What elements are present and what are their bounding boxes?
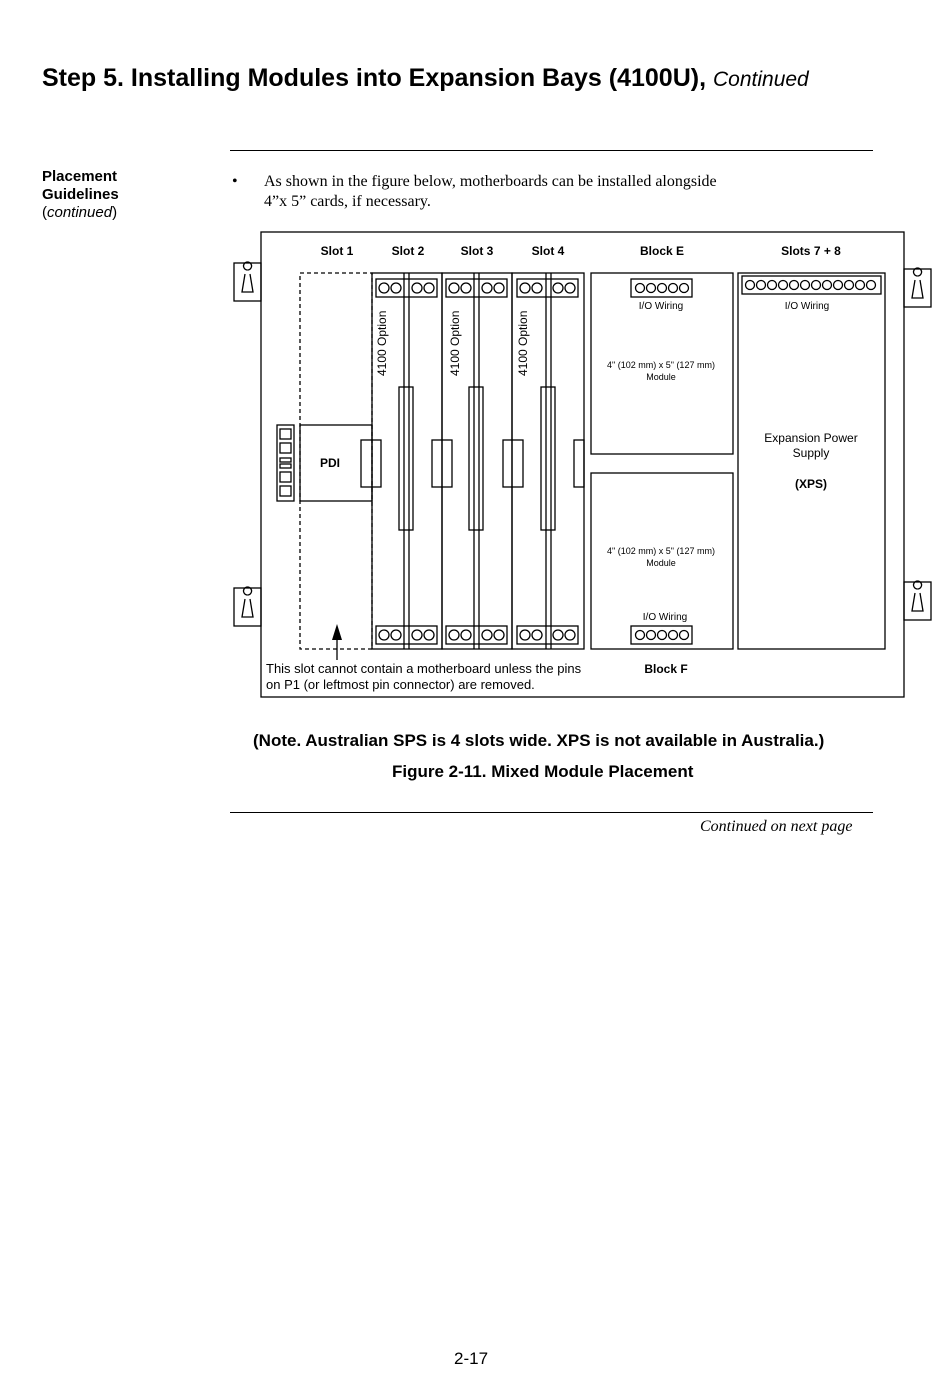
option-label-slot2: 4100 Option — [375, 310, 389, 376]
pdi-label: PDI — [319, 456, 341, 470]
side-subtitle: continued — [47, 204, 113, 221]
pdi-plug — [361, 440, 381, 487]
heading-continued: Continued — [712, 68, 809, 91]
module-word-top: Module — [646, 372, 676, 382]
side-title-1: Placement — [42, 168, 118, 185]
page-number: 2-17 — [454, 1349, 489, 1368]
side-label: Placement Guidelines (continued) — [42, 168, 119, 221]
xps-line1: Expansion Power — [764, 431, 858, 445]
label-slot1: Slot 1 — [320, 244, 354, 258]
label-slots-7-8: Slots 7 + 8 — [781, 244, 841, 258]
option-label-slot3: 4100 Option — [448, 310, 462, 376]
label-block-e: Block E — [639, 244, 685, 258]
module-word-bottom: Module — [646, 558, 676, 568]
label-block-f: Block F — [644, 662, 688, 676]
block-e-pins — [636, 284, 689, 640]
bottom-rule — [230, 812, 873, 813]
label-slot4: Slot 4 — [531, 244, 565, 258]
mount-tab-bottom-right — [904, 581, 931, 620]
mount-tab-top-right — [904, 268, 931, 307]
option-label-slot4: 4100 Option — [516, 310, 530, 376]
australia-note: (Note. Australian SPS is 4 slots wide. XPS is not available in Australia.) — [253, 731, 825, 750]
heading-title: Step 5. Installing Modules into Expansion Bays (4100U), — [42, 64, 707, 92]
io-wiring-block-e: I/O Wiring — [638, 301, 684, 312]
bullet-line-2: 4”x 5” cards, if necessary. — [264, 193, 431, 210]
slot-note-line1: This slot cannot contain a motherboard unless the pins — [266, 661, 582, 676]
xps-board — [738, 273, 885, 649]
label-slot3: Slot 3 — [460, 244, 494, 258]
module-size-bottom: 4" (102 mm) x 5" (127 mm) — [607, 546, 715, 556]
side-title-2: Guidelines — [42, 186, 119, 203]
bullet-symbol: • — [232, 173, 238, 190]
module-size-top: 4" (102 mm) x 5" (127 mm) — [607, 360, 715, 370]
io-wiring-block-f: I/O Wiring — [642, 612, 688, 623]
label-slot2: Slot 2 — [391, 244, 425, 258]
mount-tab-top-left — [234, 262, 261, 301]
xps-abbr: (XPS) — [794, 477, 828, 491]
mount-tab-bottom-left — [234, 587, 261, 626]
slot-note-line2: on P1 (or leftmost pin connector) are removed. — [266, 677, 535, 692]
xps-pins — [746, 281, 876, 290]
figure-caption: Figure 2-11. Mixed Module Placement — [392, 762, 694, 781]
xps-line2: Supply — [792, 446, 830, 460]
io-wiring-xps: I/O Wiring — [784, 301, 830, 312]
continued-next-page: Continued on next page — [700, 818, 853, 835]
option-card-slot3 — [432, 273, 512, 649]
bullet-line-1: As shown in the figure below, motherboards can be installed alongside — [264, 173, 717, 190]
